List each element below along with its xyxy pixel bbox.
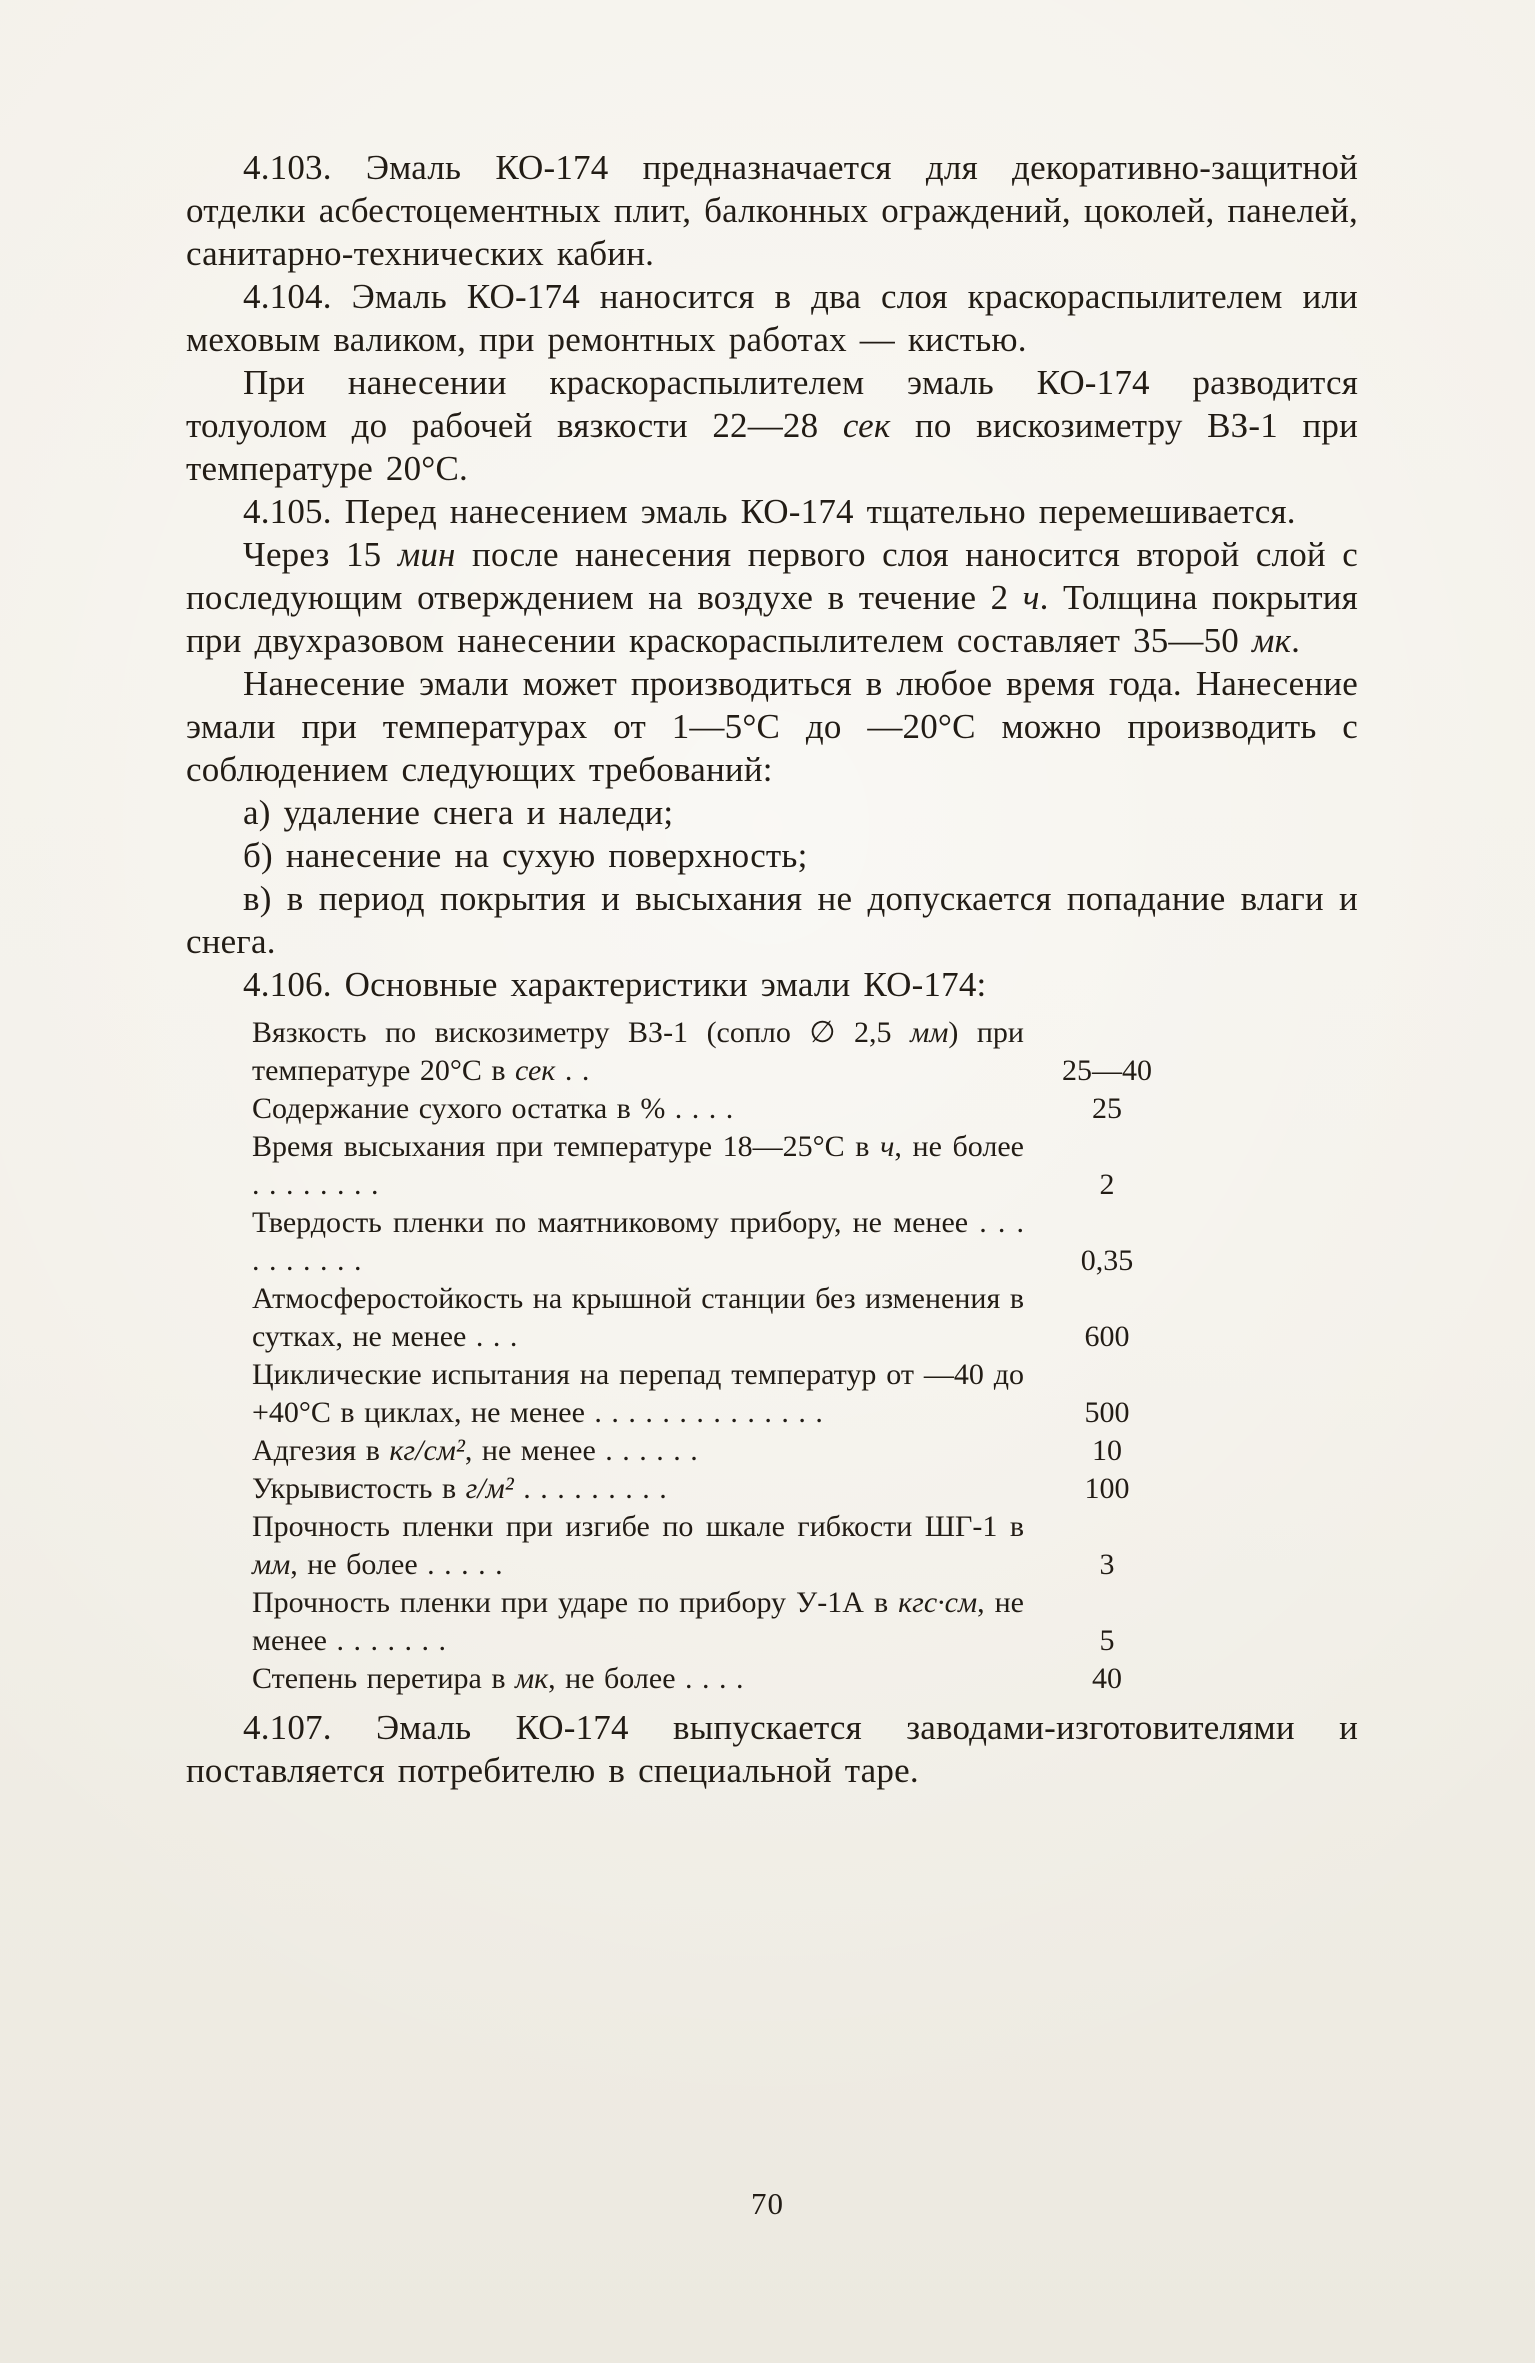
text-segment: . Толщина покрытия при двухразовом нанесении краскораспылителем составляет 35—50 bbox=[186, 578, 1358, 660]
text-segment: б) нанесение на сухую поверхность; bbox=[243, 836, 808, 875]
text-segment: после нанесения первого слоя наносится второй слой с последующим отверждением на воздухе в течение 2 bbox=[186, 535, 1358, 617]
paragraph-4-103 bbox=[186, 146, 1358, 275]
characteristic-value: 500 bbox=[1084, 1396, 1130, 1429]
unit-italic: мм bbox=[910, 1016, 949, 1049]
text-segment: , не более . . . . . . . . bbox=[252, 1130, 1024, 1201]
unit-italic: ч bbox=[880, 1130, 895, 1163]
characteristic-row bbox=[252, 1014, 1182, 1090]
unit-italic: мм bbox=[252, 1548, 291, 1581]
characteristic-row bbox=[252, 1280, 1182, 1356]
text-segment: . . . . . . . . . bbox=[513, 1472, 667, 1505]
text-segment: Вязкость по вискозиметру ВЗ-1 (сопло ∅ 2,5 bbox=[252, 1016, 911, 1049]
text-segment: Через 15 bbox=[243, 535, 398, 574]
text-segment: Адгезия в bbox=[252, 1434, 390, 1467]
unit-italic: кг/см² bbox=[389, 1434, 465, 1467]
text-segment: 4.106. Основные характеристики эмали КО-174: bbox=[243, 965, 987, 1004]
paragraph-4-105 bbox=[186, 490, 1358, 533]
unit-italic: сек bbox=[842, 406, 891, 445]
text-segment: Содержание сухого остатка в % . . . . bbox=[252, 1092, 734, 1125]
text-segment: Нанесение эмали может производиться в любое время года. Нанесение эмали при температурах от 1—5°С до —20°С можно производить с соблюдением следующих требований: bbox=[186, 664, 1358, 789]
text-segment: Прочность пленки при ударе по прибору У-1А в bbox=[252, 1586, 899, 1619]
characteristic-value: 40 bbox=[1092, 1662, 1122, 1695]
characteristic-value: 0,35 bbox=[1080, 1244, 1134, 1277]
text-segment: Укрывистость в bbox=[252, 1472, 466, 1505]
text-segment: в) в период покрытия и высыхания не допускается попадание влаги и снега. bbox=[186, 879, 1358, 961]
text-segment: , не более . . . . bbox=[548, 1662, 744, 1695]
characteristic-label bbox=[252, 1280, 1024, 1356]
unit-italic: сек bbox=[515, 1054, 556, 1087]
characteristic-row bbox=[252, 1470, 1182, 1508]
unit-italic: мк bbox=[1251, 621, 1292, 660]
paragraph-application-conditions bbox=[186, 662, 1358, 791]
characteristic-row bbox=[252, 1508, 1182, 1584]
text-segment: Атмосферостойкость на крышной станции без изменения в сутках, не менее . . . bbox=[252, 1282, 1024, 1353]
unit-italic: кгс·см bbox=[898, 1586, 978, 1619]
characteristic-label bbox=[252, 1128, 1024, 1204]
unit-italic: г/м² bbox=[465, 1472, 514, 1505]
text-segment: Степень перетира в bbox=[252, 1662, 515, 1695]
characteristic-value: 25—40 bbox=[1062, 1054, 1152, 1087]
characteristic-row bbox=[252, 1356, 1182, 1432]
characteristic-value: 10 bbox=[1092, 1434, 1122, 1467]
list-item-b bbox=[186, 834, 1358, 877]
unit-italic: мин bbox=[397, 535, 456, 574]
text-block bbox=[186, 146, 1358, 1792]
characteristic-label bbox=[252, 1508, 1024, 1584]
characteristic-value: 2 bbox=[1099, 1168, 1115, 1201]
text-segment: При нанесении краскораспылителем эмаль КО-174 разводится толуолом до рабочей вязкости 22—28 bbox=[186, 363, 1358, 445]
text-segment: , не менее . . . . . . . bbox=[252, 1586, 1024, 1657]
characteristic-row bbox=[252, 1660, 1182, 1698]
characteristic-label bbox=[252, 1432, 1024, 1470]
unit-italic: ч bbox=[1022, 578, 1040, 617]
paragraph-4-107 bbox=[186, 1706, 1358, 1792]
characteristic-value: 25 bbox=[1092, 1092, 1122, 1125]
text-segment: Циклические испытания на перепад температур от —40 до +40°С в циклах, не менее . . . . . . . . . . . . . . bbox=[252, 1358, 1024, 1429]
characteristic-label bbox=[252, 1660, 1024, 1698]
characteristic-label bbox=[252, 1470, 1024, 1508]
text-segment: Твердость пленки по маятниковому прибору, не менее . . . . . . . . . . bbox=[252, 1206, 1024, 1277]
text-segment: . . bbox=[555, 1054, 590, 1087]
text-segment: 4.104. Эмаль КО-174 наносится в два слоя краскораспылителем или меховым валиком, при ремонтных работах — кистью. bbox=[186, 277, 1358, 359]
characteristic-row bbox=[252, 1090, 1182, 1128]
text-segment: , не менее . . . . . . bbox=[464, 1434, 698, 1467]
text-segment: , не более . . . . . bbox=[290, 1548, 503, 1581]
characteristic-label bbox=[252, 1014, 1024, 1090]
text-segment: а) удаление снега и наледи; bbox=[243, 793, 674, 832]
paragraph-4-106 bbox=[186, 963, 1358, 1006]
characteristic-label bbox=[252, 1356, 1024, 1432]
list-item-v bbox=[186, 877, 1358, 963]
characteristic-label bbox=[252, 1584, 1024, 1660]
text-segment: 4.105. Перед нанесением эмаль КО-174 тщательно перемешивается. bbox=[243, 492, 1296, 531]
characteristic-value: 3 bbox=[1099, 1548, 1115, 1581]
text-segment: 4.103. Эмаль КО-174 предназначается для декоративно-защитной отделки асбестоцементных плит, балконных ограждений, цоколей, панелей, санитарно-технических кабин. bbox=[186, 148, 1358, 273]
paragraph-second-coat bbox=[186, 533, 1358, 662]
text-segment: Время высыхания при температуре 18—25°С в bbox=[252, 1130, 881, 1163]
characteristic-value: 100 bbox=[1084, 1472, 1130, 1505]
page-number: 70 bbox=[751, 2186, 784, 2221]
characteristic-row bbox=[252, 1204, 1182, 1280]
characteristic-row bbox=[252, 1584, 1182, 1660]
characteristic-row bbox=[252, 1128, 1182, 1204]
paragraph-spray-application bbox=[186, 361, 1358, 490]
text-segment: по вискозиметру ВЗ-1 при температуре 20°С. bbox=[186, 406, 1359, 488]
characteristic-label bbox=[252, 1090, 1024, 1128]
unit-italic: мк bbox=[514, 1662, 549, 1695]
characteristics-table bbox=[252, 1014, 1182, 1698]
characteristic-value: 5 bbox=[1099, 1624, 1115, 1657]
list-item-a bbox=[186, 791, 1358, 834]
paragraph-4-104 bbox=[186, 275, 1358, 361]
characteristic-row bbox=[252, 1432, 1182, 1470]
text-segment: ) при температуре 20°С в bbox=[252, 1016, 1024, 1087]
text-segment: 4.107. Эмаль КО-174 выпускается заводами-изготовителями и поставляется потребителю в специальной таре. bbox=[186, 1708, 1358, 1790]
text-segment: . bbox=[1291, 621, 1301, 660]
characteristic-value: 600 bbox=[1084, 1320, 1130, 1353]
text-segment: Прочность пленки при изгибе по шкале гибкости ШГ-1 в bbox=[252, 1510, 1024, 1543]
characteristic-label bbox=[252, 1204, 1024, 1280]
